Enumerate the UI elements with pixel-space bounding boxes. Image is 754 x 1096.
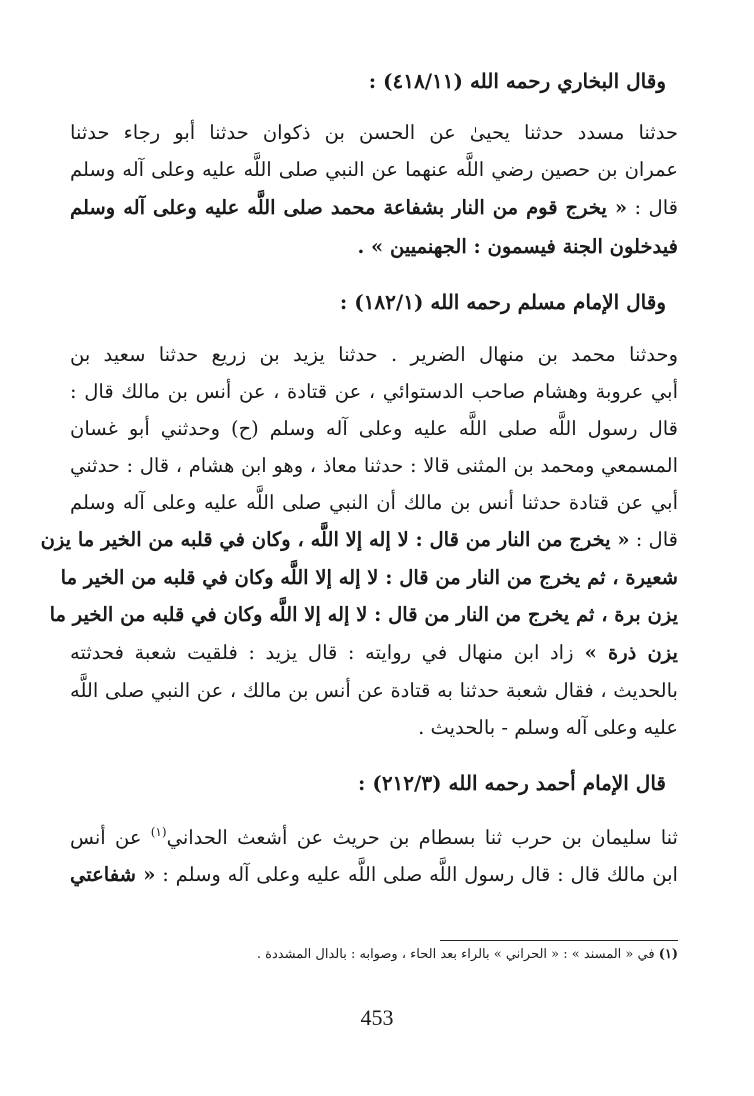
text-line: وحدثنا محمد بن منهال الضرير . حدثنا يزيد بن زريع حدثنا سعيد بن [70,343,678,366]
text-line: المسمعي ومحمد بن المثنى قالا : حدثنا معاذ ، وهو ابن هشام ، قال : حدثني [70,454,678,477]
hadith-text-line: يزن برة ، ثم يخرج من النار من قال : لا إله إلا اللَّه وكان في قلبه من الخير ما [49,603,678,626]
footnote [257,944,678,966]
heading-muslim: وقال الإمام مسلم رحمه الله (١٨٢/١) : [339,290,666,314]
text-span: ثنا سليمان بن حرب ثنا بسطام بن حريث عن أشعث الحداني [166,826,678,849]
text-span: عن أنس [70,826,151,849]
text-line [70,638,678,668]
hadith-text: يزن ذرة » [573,641,678,664]
heading-bukhari: وقال البخاري رحمه الله (٤١٨/١١) : [368,69,666,93]
hadith-text-line: فيدخلون الجنة فيسمون : الجهنميين » . [357,235,678,258]
hadith-text: « شفاعتي [70,863,156,886]
hadith-text: « يخرج من النار من قال : لا إله إلا اللَّه ، وكان في قلبه من الخير ما يزن [40,528,630,551]
text-line: أبي عن قتادة حدثنا أنس بن مالك أن النبي صلى اللَّه عليه وعلى آله وسلم [70,491,678,514]
text-line [40,525,678,555]
text-line [70,193,678,223]
text-span: قال : [629,528,678,551]
text-line: بالحديث ، فقال شعبة حدثنا به قتادة عن أنس بن مالك ، عن النبي صلى اللَّه [70,679,678,702]
text-span: ابن مالك قال : قال رسول اللَّه صلى اللَّه عليه وعلى آله وسلم : [155,863,678,886]
text-span: زاد ابن منهال في روايته : قال يزيد : فلقيت شعبة فحدثته [70,641,574,664]
text-line: حدثنا مسدد حدثنا يحيىٰ عن الحسن بن ذكوان حدثنا أبو رجاء حدثنا [70,121,678,144]
footnote-rule [440,940,678,941]
text-span: قال : [627,196,678,219]
hadith-text: « يخرج قوم من النار بشفاعة محمد صلى اللَّه عليه وعلى آله وسلم [70,196,628,219]
text-line: عليه وعلى آله وسلم - بالحديث . [418,716,678,739]
heading-ahmad: قال الإمام أحمد رحمه الله (٢١٢/٣) : [358,771,666,795]
footnote-number: (١) [658,947,678,962]
text-line [70,860,678,890]
footnote-text: في « المسند » : « الحراني » بالراء بعد الحاء ، وصوابه : بالدال المشددة . [256,947,659,962]
page-number: 453 [360,1005,394,1030]
text-line: قال رسول اللَّه صلى اللَّه عليه وعلى آله وسلم (ح) وحدثني أبو غسان [70,417,678,440]
hadith-text-line: شعيرة ، ثم يخرج من النار من قال : لا إله إلا اللَّه وكان في قلبه من الخير ما [60,566,678,589]
book-page [40,0,678,1096]
text-line [70,823,678,855]
text-line: أبي عروبة وهشام صاحب الدستوائي ، عن قتادة ، عن أنس بن مالك قال : [70,380,678,403]
footnote-marker: (١) [150,825,167,839]
text-line: عمران بن حصين رضي اللَّه عنهما عن النبي صلى اللَّه عليه وعلى آله وسلم [70,158,678,181]
